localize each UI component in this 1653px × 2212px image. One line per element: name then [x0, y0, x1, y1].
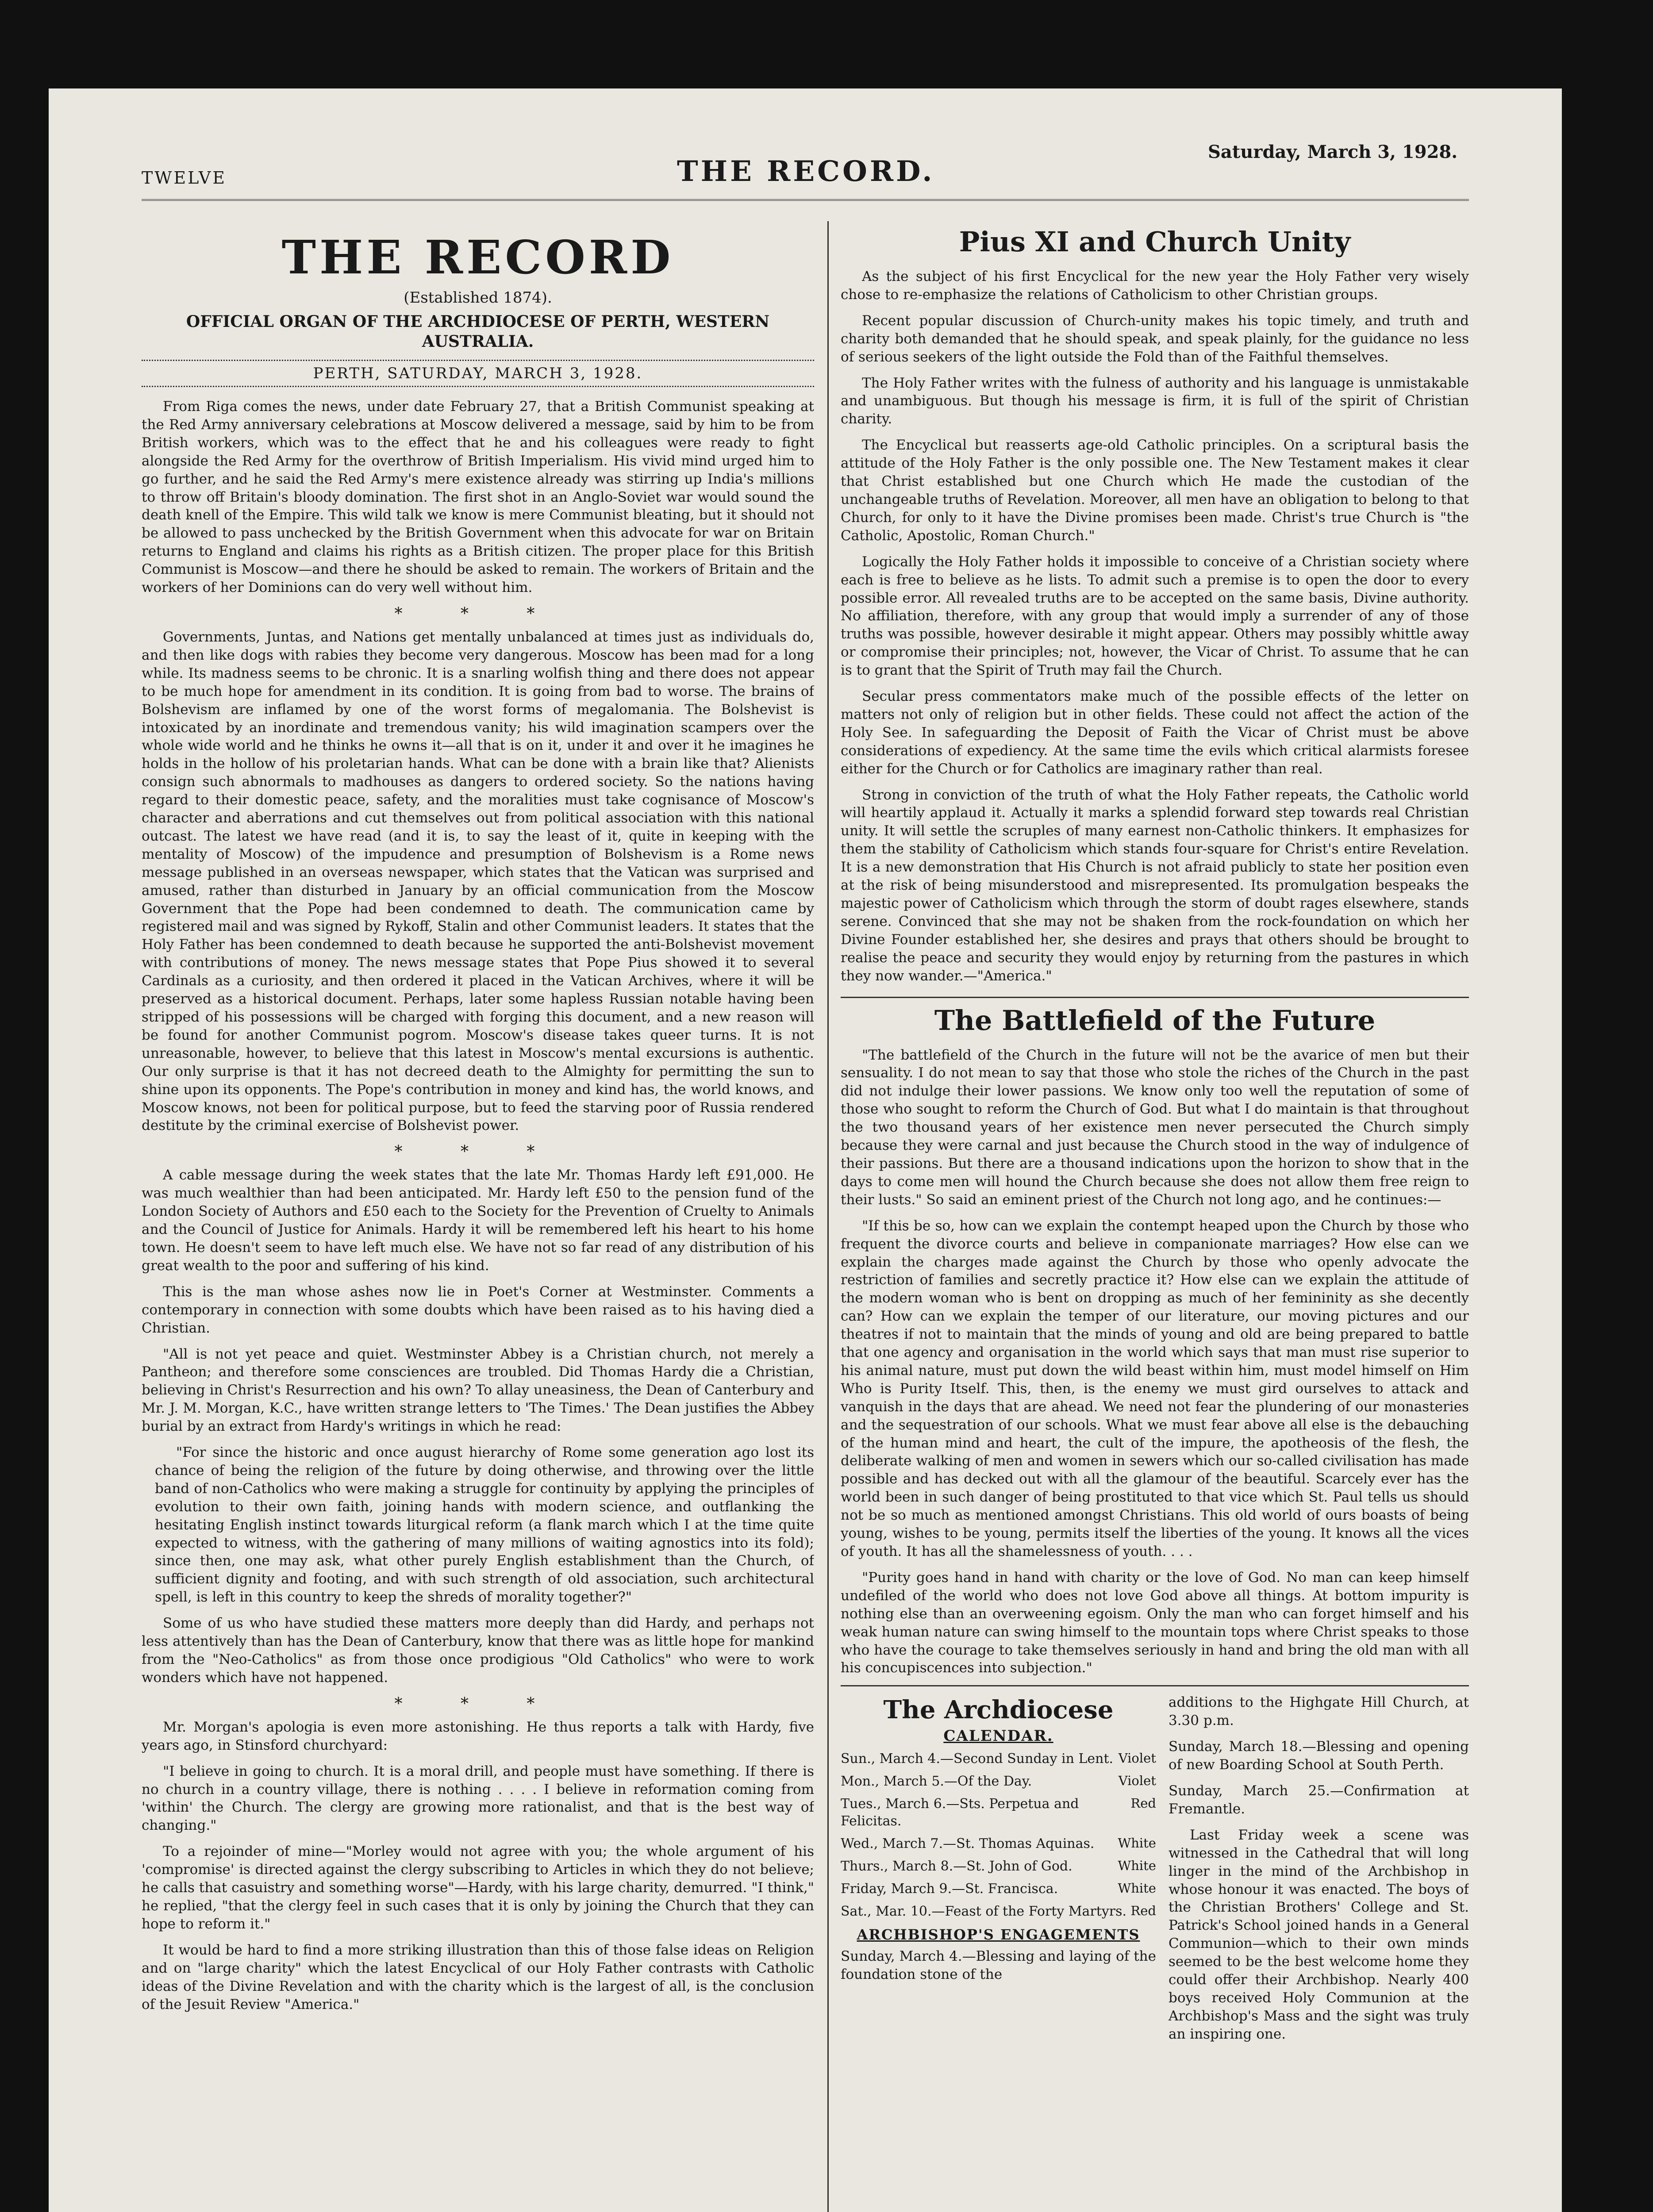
header-rule [142, 199, 1469, 201]
calendar-entry [841, 1750, 1156, 1767]
calendar-text: Tues., March 6.—Sts. Perpetua and Felicitas. [841, 1796, 1079, 1829]
calendar-entry [841, 1903, 1156, 1920]
articles-column [841, 221, 1469, 2212]
paragraph: Mr. Morgan's apologia is even more astonishing. He thus reports a talk with Hardy, five years ago, in Stinsford churchyard: [142, 1719, 814, 1753]
paragraph: From Riga comes the news, under date February 27, that a British Communist speaking at the Red Army anniversary celebrations at Moscow delivered a message, said by him to be from British workers, which was to the effect that he and his colleagues were ready to fight alongside the Red Army for the overthrow of British Imperialism. His vivid mind urged him to go further, and he said the Red Army's mere existence already was stirring up India's millions to throw off Britain's bloody domination. The first shot in an Anglo-Soviet war would sound the death knell of the Empire. This wild talk we know is mere Communist bleating, but it should not be allowed to pass unchecked by the British Government when this advocate for war on Britain returns to England and claims his rights as a British citizen. The proper place for this British Communist is Moscow—and there he should be asked to remain. The workers of Britain and the workers of her Dominions can do very well without him. [142, 399, 814, 596]
section-divider: * * * [394, 1694, 561, 1713]
paragraph: This is the man whose ashes now lie in Poet's Corner at Westminster. Comments a contemporary in connection with some doubts which have been raised as to his having died a Christian. [142, 1283, 814, 1336]
calendar-entry [841, 1795, 1156, 1830]
liturgical-colour: Violet [1118, 1773, 1156, 1789]
liturgical-colour: Red [1130, 1796, 1156, 1811]
newspaper-page [49, 88, 1562, 2212]
engagement-entry: Sunday, March 4.—Blessing and laying of the foundation stone of the [841, 1948, 1156, 1983]
paragraph: Strong in conviction of the truth of what the Holy Father repeats, the Catholic world will heartily applaud it. Actually it marks a splendid forward step towards real Christian unity. It will settle the scruples of many earnest non-Catholic thinkers. It emphasizes for them the stability of Catholicism which stands four-square for Christ's entire Revelation. It is a new demonstration that His Church is not afraid publicly to state her position even at the risk of being misunderstood and misrepresented. Its promulgation bespeaks the majestic power of Catholicism which through the storm of doubt rages elsewhere, stands serene. Convinced that she may not be shaken from the rock-foundation on which her Divine Founder established her, she desires and prays that others should be brought to realise the peace and security they would enjoy by returning from the pastures in which they now wander.—"America." [841, 787, 1469, 984]
paragraph: To a rejoinder of mine—"Morley would not agree with you; the whole argument of his 'compromise' is directed against the clergy subscribing to Articles in which they do not believe; he calls that casuistry and something worse"—Hardy, with his large charity, demurred. "I think," he replied, "that the clergy feel in such cases that it is only by joining the Church that they can hope to reform it." [142, 1843, 814, 1932]
calendar-text: Mon., March 5.—Of the Day. [841, 1774, 1032, 1790]
paragraph: A cable message during the week states that the late Mr. Thomas Hardy left £91,000. He was much wealthier than had been anticipated. Mr. Hardy left £50 to the pension fund of the London Society of Authors and £50 each to the Society for the Prevention of Cruelty to Animals and the Council of Justice for Animals. Hardy it will be remembered left his heart to his home town. He doesn't seem to have left much else. We have not so far read of any distribution of his great wealth to the poor and suffering of his kind. [142, 1167, 814, 1274]
calendar-label: CALENDAR. [943, 1727, 1053, 1745]
masthead-title: THE RECORD [281, 230, 674, 284]
paragraph: The Holy Father writes with the fulness of authority and his language is unmistakable and unambiguous. But though his message is firm, it is full of the spirit of Christian charity. [841, 375, 1469, 427]
masthead [142, 230, 814, 387]
liturgical-colour: White [1118, 1858, 1156, 1874]
calendar-text: Thurs., March 8.—St. John of God. [841, 1859, 1073, 1874]
paragraph: It would be hard to find a more striking illustration than this of those false ideas on Religion and on "large charity" which the latest Encyclical of our Holy Father contrasts with Catholic ideas of the Divine Revelation and with the charity which is the largest of all, is the conclusion of the Jesuit Review "America." [142, 1942, 814, 2012]
archdiocese-heading: The Archdiocese [883, 1695, 1114, 1725]
editorial-column [142, 221, 814, 2212]
column-rule [827, 221, 829, 2212]
article-heading: Pius XI and Church Unity [959, 226, 1351, 258]
paragraph: Recent popular discussion of Church-unity makes his topic timely, and truth and charity both demanded that he should speak, and speak plainly, for the guidance no less of serious seekers of the light outside the Fold than of the Faithful themselves. [841, 312, 1469, 365]
running-head: THE RECORD. [677, 155, 935, 188]
paragraph: Governments, Juntas, and Nations get mentally unbalanced at times just as individuals do, and then like dogs with rabies they become very dangerous. Moscow has been mad for a long while. Its madness seems to be chronic. It is a snarling wolfish thing and there does not appear to be much hope for amendment in its condition. It is going from bad to worse. The brains of Bolshevism are inflamed by one of the worst forms of megalomania. The Bolshevist is intoxicated by an inordinate and tremendous vanity; his wild imagination scampers over the whole wide world and he thinks he owns it—all that is on it, under it and over it he imagines he holds in the hollow of his proletarian hands. What can be done with a brain like that? Alienists consign such abnormals to madhouses as dangers to ordered society. So the nations having regard to their domestic peace, safety, and the moralities must take cognisance of Moscow's character and aberrations and cut themselves out from political association with this national outcast. The latest we have read (and it is, to say the least of it, quite in keeping with the mentality of Moscow) of the impudence and presumption of Bolshevism is a Rome news message published in an overseas newspaper, which states that the Vatican was surprised and amused, rather than disturbed in January by an official communication from the Moscow Government that the Pope had been condemned to death. The communication came by registered mail and was signed by Rykoff, Stalin and other Communist leaders. It states that the Holy Father has been condemned to death because he supported the anti-Bolshevist movement with contributions of money. The news message states that Pope Pius showed it to several Cardinals as a curiosity, and then ordered it placed in the Vatican Archives, where it will be preserved as a historical document. Perhaps, later some hapless Russian notable having been stripped of his possessions will be charged with forging this document, and a new reason will be found for another Communist pogrom. Moscow's disease takes queer turns. It is not unreasonable, however, to believe that this latest in Moscow's mental excursions is authentic. Our only surprise is that it has not decreed death to the Almighty for permitting the sun to shine upon its opponents. The Pope's contribution in money and kind has, the world knows, and Moscow knows, not been for political purpose, but to feed the starving poor of Russia rendered destitute by the criminal exercise of Bolshevist power. [142, 629, 814, 1134]
quoted-paragraph: "All is not yet peace and quiet. Westminster Abbey is a Christian church, not merely a Pantheon; and therefore some consciences are troubled. Did Thomas Hardy die a Christian, believing in Christ's Resurrection and his own? To allay uneasiness, the Dean of Canterbury and Mr. J. M. Morgan, K.C., have written strange letters to 'The Times.' The Dean justifies the Abbey burial by an extract from Hardy's writings in which he read: [142, 1346, 814, 1435]
paragraph: Secular press commentators make much of the possible effects of the letter on matters not only of religion but in other fields. These could not affect the action of the Holy See. In safeguarding the Deposit of Faith the Vicar of Christ must be above considerations of expediency. At the same time the evils which critical alarmists foresee either for the Church or for Catholics are imaginary rather than real. [841, 688, 1469, 777]
paragraph: Last Friday week a scene was witnessed in the Cathedral that will long linger in the mind of the Archbishop in whose honour it was enacted. The boys of the Christian Brothers' College and St. Patrick's School joined hands in a General Communion—which to their own minds seemed to be the best welcome home they could offer their Archbishop. Nearly 400 boys received Holy Communion at the Archbishop's Mass and the sight was truly an inspiring one. [1168, 1827, 1469, 2042]
page-label: TWELVE [142, 168, 227, 188]
paragraph: Logically the Holy Father holds it impossible to conceive of a Christian society where each is free to believe as he lists. To admit such a premise is to open the door to every possible error. All revealed truths are to be accepted on the same basis, Divine authority. No affiliation, therefore, with any group that would imply a surrender of any of those truths was possible, however desirable it might appear. Others may possibly whittle away or compromise their principles; not, however, the Vicar of Christ. To assume that he can is to grant that the Spirit of Truth may fail the Church. [841, 553, 1469, 679]
calendar-text: Wed., March 7.—St. Thomas Aquinas. [841, 1836, 1095, 1852]
engagement-entry: Sunday, March 25.—Confirmation at Fremantle. [1168, 1782, 1469, 1817]
paragraph: "Purity goes hand in hand with charity or the love of God. No man can keep himself undefiled of the world who does not love God above all things. At bottom impurity is nothing else than an overweening egoism. Only the man who can forget himself and his weak human nature can swing himself to the mountain tops where Christ speaks to those who have the courage to take themselves seriously in hand and bring the old man with all his concupiscences into subjection." [841, 1569, 1469, 1676]
calendar-text: Sat., Mar. 10.—Feast of the Forty Martyrs. [841, 1904, 1127, 1920]
calendar-entry [841, 1858, 1156, 1875]
calendar-entry [841, 1773, 1156, 1790]
section-divider: * * * [394, 1143, 561, 1161]
masthead-established: (Established 1874). [404, 289, 552, 307]
archdiocese-section [841, 1685, 1469, 2051]
liturgical-colour: Violet [1118, 1751, 1156, 1766]
masthead-dateline: PERTH, SATURDAY, MARCH 3, 1928. [142, 360, 814, 387]
paragraph: "If this be so, how can we explain the contempt heaped upon the Church by those who frequent the divorce courts and believe in companionate marriages? How else can we explain the charges made against the Church by those who openly advocate the restriction of families and secretly practice it? How else can we explain the attitude of the modern woman who is bent on dropping as much of her femininity as she decently can? How can we explain the temper of our literature, our moving pictures and our theatres if not to maintain that the minds of young and old are being prepared to battle that one agency and organisation in the world which says that man must rise superior to his animal nature, must put down the wild beast within him, must model himself on Him Who is Purity Itself. This, then, is the enemy we must gird ourselves to attack and vanquish in the days that are ahead. We need not fear the plundering of our monasteries and the sequestration of our schools. What we must fear above all else is the debauching of the human mind and heart, the cult of the impure, the apotheosis of the flesh, the deliberate walking of men and women in sewers which our so-called civilisation has made possible and has decked out with all the glamour of the beautiful. Scarcely ever has the world been in such danger of being prostituted to that vice which St. Paul tells us should not be so much as mentioned amongst Christians. This old world of ours boasts of being young, wishes to be young, permits itself the liberties of the young. It knows all the vices of youth. It has all the shamelessness of youth. . . . [841, 1217, 1469, 1559]
engagements-column [1169, 1694, 1469, 2051]
issue-date: Saturday, March 3, 1928. [1208, 142, 1458, 162]
calendar-column [841, 1694, 1156, 2051]
masthead-organ: OFFICIAL ORGAN OF THE ARCHDIOCESE OF PERTH, WESTERN AUSTRALIA. [186, 312, 770, 351]
paragraph: Some of us who have studied these matters more deeply than did Hardy, and perhaps not less attentively than has the Dean of Canterbury, know that there was as little hope for mankind from the "Neo-Catholics" as from those once prodigious "Old Catholics" who were to work wonders which have not happened. [142, 1615, 814, 1686]
quoted-paragraph: "I believe in going to church. It is a moral drill, and people must have something. If there is no church in a country village, there is nothing . . . . I believe in reformation coming from 'within' the Church. The clergy are growing more rationalist, and that is the best way of changing." [142, 1763, 814, 1834]
engagement-entry: additions to the Highgate Hill Church, at 3.30 p.m. [1168, 1694, 1469, 1729]
calendar-text: Sun., March 4.—Second Sunday in Lent. [841, 1751, 1114, 1767]
calendar-entry [841, 1880, 1156, 1897]
paragraph: As the subject of his first Encyclical for the new year the Holy Father very wisely chose to re-emphasize the relations of Catholicism to other Christian groups. [841, 269, 1469, 303]
liturgical-colour: Red [1130, 1903, 1156, 1919]
article-heading: The Battlefield of the Future [841, 997, 1469, 1037]
engagement-entry: Sunday, March 18.—Blessing and opening of new Boarding School at South Perth. [1168, 1739, 1469, 1773]
paragraph: The Encyclical but reasserts age-old Catholic principles. On a scriptural basis the attitude of the Holy Father is the only possible one. The New Testament makes it clear that Christ established but one Church which He made the custodian of the unchangeable truths of Revelation. Moreover, all men have an obligation to belong to that Church, for only to it have the Divine promises been made. Christ's true Church is "the Catholic, Apostolic, Roman Church." [841, 437, 1469, 544]
liturgical-colour: White [1118, 1881, 1156, 1896]
engagements-label: ARCHBISHOP'S ENGAGEMENTS [857, 1926, 1140, 1943]
calendar-text: Friday, March 9.—St. Francisca. [841, 1881, 1058, 1897]
paragraph: "The battlefield of the Church in the future will not be the avarice of men but their sensuality. I do not mean to say that those who stole the riches of the Church in the past did not indulge their lower passions. We know only too well the reputation of some of those who sought to reform the Church of God. But what I do maintain is that throughout the two thousand years of her existence men never persecuted the Church simply because they were carnal and just because the Church stood in the way of indulgence of their passions. But there are a thousand indications upon the horizon to show that in the days to come men will hound the Church because she does not allow them free reign to their lusts." So said an eminent priest of the Church not long ago, and he continues:— [841, 1047, 1469, 1208]
quoted-paragraph: "For since the historic and once august hierarchy of Rome some generation ago lost its chance of being the religion of the future by doing otherwise, and throwing over the little band of non-Catholics who were making a struggle for continuity by applying the principles of evolution to their own faith, joining hands with modern science, and outflanking the hesitating English instinct towards liturgical reform (a flank march which I at the time quite expected to witness, with the gathering of many millions of waiting agnostics into its fold); since then, one may ask, what other purely English establishment than the Church, of sufficient dignity and footing, and with such strength of old association, such architectural spell, is left in this country to keep the shreds of morality together?" [155, 1444, 814, 1605]
calendar-entry [841, 1835, 1156, 1852]
liturgical-colour: White [1118, 1836, 1156, 1851]
section-divider: * * * [394, 604, 561, 623]
